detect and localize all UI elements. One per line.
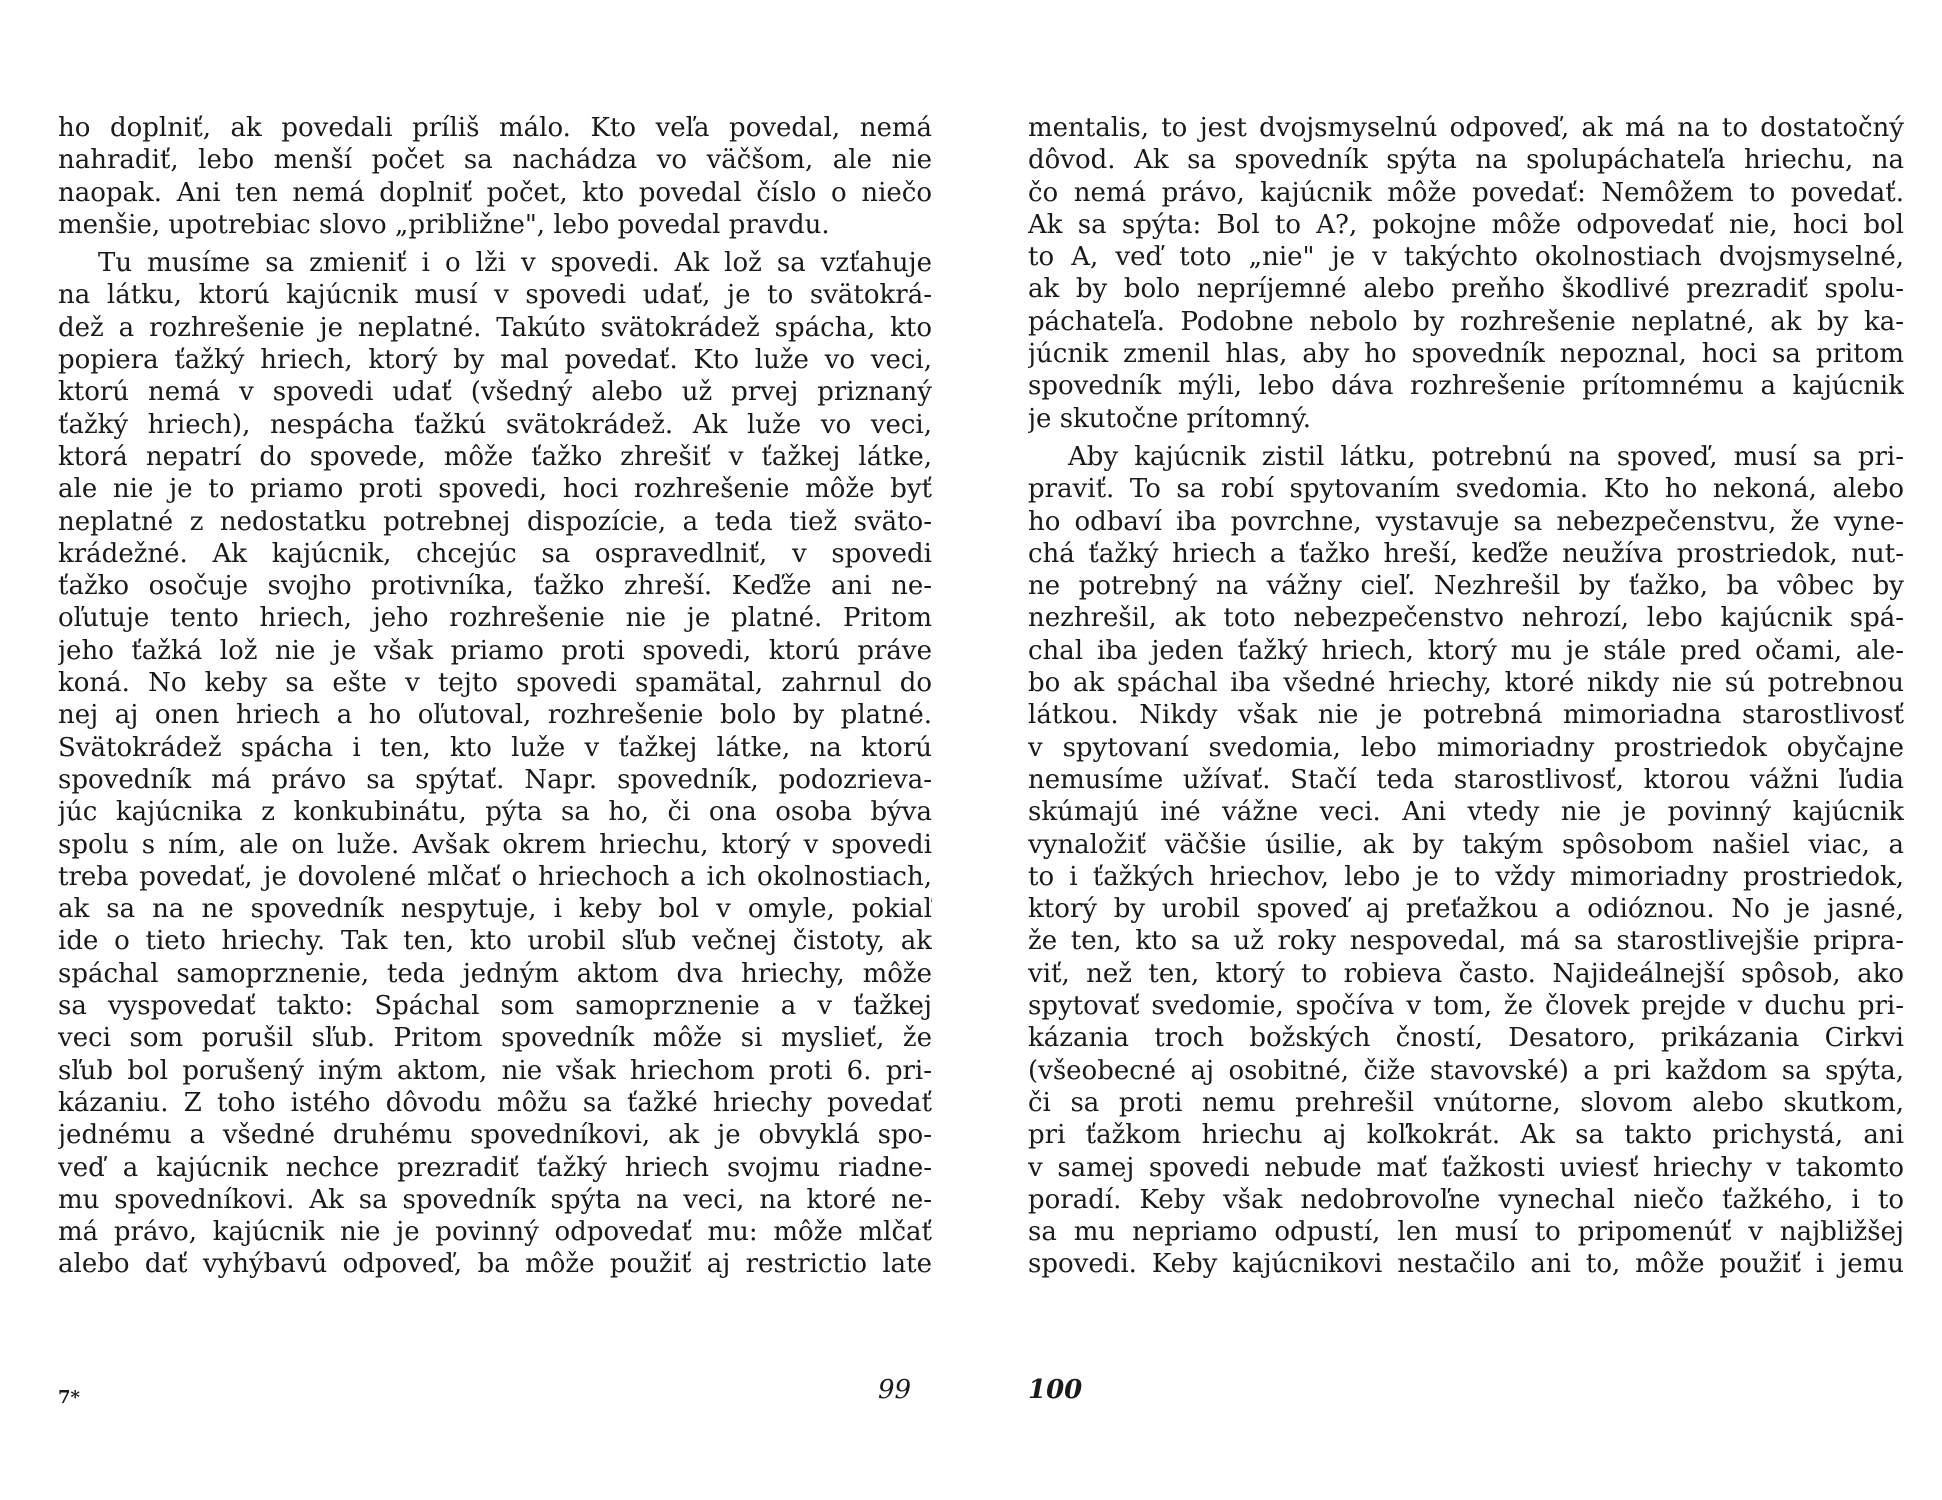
text-line: viť, než ten, ktorý to robieva často. Najideálnejší spôsob, ako [1028,958,1904,989]
text-line: ťažko osočuje svojho protivníka, ťažko zhreší. Keďže ani ne- [58,571,932,602]
text-line: poradí. Keby však nedobrovoľne vynechal niečo ťažkého, i to [1028,1184,1904,1215]
text-line: chal iba jeden ťažký hriech, ktorý mu je stále pred očami, ale- [1028,635,1904,666]
text-line: Ak sa spýta: Bol to A?, pokojne môže odpovedať nie, hoci bol [1028,209,1904,240]
text-line: spovedník mýli, lebo dáva rozhrešenie prítomnému a kajúcnik [1028,371,1904,402]
text-line: ktorú nemá v spovedi udať (všedný alebo už prvej priznaný [58,377,932,408]
text-line: treba povedať, je dovolené mlčať o hriechoch a ich okolnostiach, [58,861,932,892]
text-line: kázania troch božských čností, Desatoro, prikázania Cirkvi [1028,1023,1904,1054]
text-line: veci som porušil sľub. Pritom spovedník môže si myslieť, že [58,1023,932,1054]
left-page [58,112,932,1281]
text-line: jeho ťažká lož nie je však priamo proti spovedi, ktorú práve [58,635,932,666]
text-line: nezhrešil, ak toto nebezpečenstvo nehrozí, lebo kajúcnik spá- [1028,603,1904,634]
text-line: to i ťažkých hriechov, lebo je to vždy mimoriadny prostriedok, [1028,861,1904,892]
text-line: že ten, kto sa už roky nespovedal, má sa starostlivejšie pripra- [1028,926,1904,957]
text-line: Aby kajúcnik zistil látku, potrebnú na spoveď, musí sa pri- [1068,441,1904,472]
left-page-number: 99 [878,1375,912,1405]
text-line: je skutočne prítomný. [1028,403,1312,434]
text-line: pri ťažkom hriechu aj koľkokrát. Ak sa takto prichystá, ani [1028,1120,1904,1151]
text-line: jednému a všedné druhému spovedníkovi, ak je obvyklá spo- [58,1120,932,1151]
text-line: vynaložiť väčšie úsilie, ak by takým spôsobom našiel viac, a [1028,829,1904,860]
text-line: popiera ťažký hriech, ktorý by mal povedať. Kto luže vo veci, [58,345,932,376]
text-line: dôvod. Ak sa spovedník spýta na spolupáchateľa hriechu, na [1028,145,1904,176]
text-line: júc kajúcnika z konkubinátu, pýta sa ho, či ona osoba býva [58,797,932,828]
text-line: ak by bolo nepríjemné alebo preňho škodlivé prezradiť spolu- [1028,274,1904,305]
text-line: bo ak spáchal iba všedné hriechy, ktoré nikdy nie sú potrebnou [1028,668,1904,699]
text-line: mu spovedníkovi. Ak sa spovedník spýta na veci, na ktoré ne- [58,1184,932,1215]
text-line: ak sa na ne spovedník nespytuje, i keby bol v omyle, pokiaľ [58,894,932,925]
text-line: spovedník má právo sa spýtať. Napr. spovedník, podozrieva- [58,764,932,795]
text-line: júcnik zmenil hlas, aby ho spovedník nepoznal, hoci sa pritom [1028,339,1904,370]
signature-mark: 7* [58,1387,80,1408]
text-line: veď a kajúcnik nechce prezradiť ťažký hriech svojmu riadne- [58,1152,932,1183]
text-line: kázaniu. Z toho istého dôvodu môžu sa ťažké hriechy povedať [58,1087,932,1118]
text-line: krádežné. Ak kajúcnik, chcejúc sa ospravedlniť, v spovedi [58,538,932,569]
text-line: ktorá nepatrí do spovede, môže ťažko zhrešiť v ťažkej látke, [58,441,932,472]
text-line: Svätokrádež spácha i ten, kto luže v ťažkej látke, na ktorú [58,732,932,763]
text-line: sľub bol porušený iným aktom, nie však hriechom proti 6. pri- [58,1055,932,1086]
text-line: spáchal samoprznenie, teda jedným aktom dva hriechy, môže [58,958,932,989]
text-line: ne potrebný na vážny cieľ. Nezhrešil by ťažko, ba vôbec by [1028,571,1904,602]
text-line: koná. No keby sa ešte v tejto spovedi spamätal, zahrnul do [58,668,932,699]
text-line: ide o tieto hriechy. Tak ten, kto urobil sľub večnej čistoty, ak [58,926,932,957]
text-line: dež a rozhrešenie je neplatné. Takúto svätokrádež spácha, kto [58,312,932,343]
text-line: látkou. Nikdy však nie je potrebná mimoriadna starostlivosť [1028,700,1904,731]
text-line: naopak. Ani ten nemá doplniť počet, kto povedal číslo o niečo [58,177,932,208]
text-line: v samej spovedi nebude mať ťažkosti uviesť hriechy v takomto [1028,1152,1904,1183]
text-line: má právo, kajúcnik nie je povinný odpovedať mu: môže mlčať [58,1217,932,1248]
text-line: nej aj onen hriech a ho oľutoval, rozhrešenie bolo by platné. [58,700,932,731]
text-line: praviť. To sa robí spytovaním svedomia. Kto ho nekoná, alebo [1028,474,1904,505]
text-line: Tu musíme sa zmieniť i o lži v spovedi. Ak lož sa vzťahuje [98,248,932,279]
text-line: nahradiť, lebo menší počet sa nachádza vo väčšom, ale nie [58,145,932,176]
text-line: či sa proti nemu prehrešil vnútorne, slovom alebo skutkom, [1028,1087,1904,1118]
text-line: skúmajú iné vážne veci. Ani vtedy nie je povinný kajúcnik [1028,797,1904,828]
text-line: neplatné z nedostatku potrebnej dispozície, a teda tiež sväto- [58,506,932,537]
text-line: menšie, upotrebiac slovo „približne", lebo povedal pravdu. [58,209,830,240]
text-line: na látku, ktorú kajúcnik musí v spovedi udať, je to svätokrá- [58,280,932,311]
text-line: spolu s ním, ale on luže. Avšak okrem hriechu, ktorý v spovedi [58,829,932,860]
text-line: oľutuje tento hriech, jeho rozhrešenie nie je platné. Pritom [58,603,932,634]
text-line: ale nie je to priamo proti spovedi, hoci rozhrešenie môže byť [58,474,932,505]
text-line: ktorý by urobil spoveď aj preťažkou a odióznou. No je jasné, [1028,894,1904,925]
text-line: to A, veď toto „nie" je v takýchto okolnostiach dvojsmyselné, [1028,242,1904,273]
text-line: (všeobecné aj osobitné, čiže stavovské) a pri každom sa spýta, [1028,1055,1904,1086]
text-line: ho doplniť, ak povedali príliš málo. Kto veľa povedal, nemá [58,113,932,143]
right-page [1028,112,1904,1281]
text-line: spovedi. Keby kajúcnikovi nestačilo ani to, môže použiť i jemu [1028,1249,1904,1280]
text-line: v spytovaní svedomia, lebo mimoriadny prostriedok obyčajne [1028,732,1904,763]
text-line: páchateľa. Podobne nebolo by rozhrešenie neplatné, ak by ka- [1028,306,1904,337]
right-page-number: 100 [1028,1375,1083,1405]
text-line: nemusíme užívať. Stačí teda starostlivosť, ktorou vážni ľudia [1028,764,1904,795]
text-line: chá ťažký hriech a ťažko hreší, keďže neužíva prostriedok, nut- [1028,538,1904,569]
text-line: sa mu nepriamo odpustí, len musí to pripomenúť v najbližšej [1028,1217,1904,1248]
text-line: ťažký hriech), nespácha ťažkú svätokrádež. Ak luže vo veci, [58,409,932,440]
text-line: spytovať svedomie, spočíva v tom, že človek prejde v duchu pri- [1028,991,1904,1022]
text-line: alebo dať vyhýbavú odpoveď, ba môže použiť aj restrictio late [58,1249,932,1280]
text-line: čo nemá právo, kajúcnik môže povedať: Nemôžem to povedať. [1028,177,1904,208]
text-line: sa vyspovedať takto: Spáchal som samoprznenie a v ťažkej [58,991,932,1022]
text-line: ho odbaví iba povrchne, vystavuje sa nebezpečenstvu, že vyne- [1028,506,1904,537]
text-line: mentalis, to jest dvojsmyselnú odpoveď, ak má na to dostatočný [1028,113,1904,143]
